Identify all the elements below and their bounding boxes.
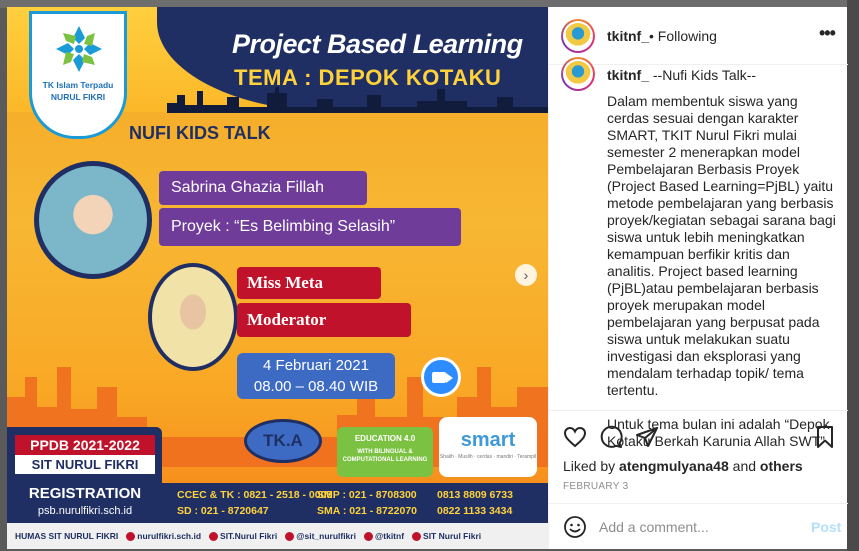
footer-youtube: SIT Nurul Fikri [412,531,481,541]
post-comment-button[interactable]: Post [811,519,842,535]
comment-input[interactable] [599,513,799,541]
post-sidebar [548,7,847,549]
footer-website: nurulfikri.sch.id [126,531,201,541]
logo-text-line2: NURUL FIKRI [50,92,106,102]
event-time: 08.00 – 08.40 WIB [253,378,379,395]
caption-avatar[interactable] [561,57,595,91]
emoji-icon[interactable] [563,515,587,539]
image-footer [7,523,548,549]
education-badge [337,427,433,477]
event-date: 4 Februari 2021 [263,357,369,374]
facebook-icon [209,532,218,541]
following-status[interactable]: • Following [649,28,717,44]
backdrop-strip-right [847,0,859,551]
image-theme: TEMA : DEPOK KOTAKU [234,65,502,90]
liked-by-others[interactable]: others [759,458,803,474]
caption-first-line: --Nufi Kids Talk-- [652,67,757,83]
contact-sma: SMA : 021 - 8722070 [317,505,418,517]
header-username[interactable]: tkitnf_ [607,28,649,44]
project-box: Proyek : “Es Belimbing Selasih” [159,208,461,246]
share-icon[interactable] [635,425,659,449]
student-name-box: Sabrina Ghazia Fillah [159,171,367,205]
heart-icon[interactable] [563,425,587,449]
footer-facebook: SIT.Nurul Fikri [209,531,277,541]
zoom-camera-icon [421,357,461,397]
contact-sd: SD : 021 - 8720647 [177,505,269,517]
comment-bar [549,503,848,549]
contact-phone-1: 0813 8809 6733 [437,489,513,501]
ppdb-site: psb.nurulfikri.sch.id [37,505,133,517]
post-date[interactable]: FEBRUARY 3 [563,481,629,492]
flower-logo-icon [54,24,104,74]
moderator-name-box: Miss Meta [237,267,381,299]
footer-humas: HUMAS SIT NURUL FIKRI [15,531,119,541]
post-header [549,7,848,65]
caption-area [549,65,848,449]
ppdb-registration: REGISTRATION [28,485,142,502]
student-photo [34,161,152,279]
event-date-box [237,353,395,399]
image-title: Project Based Learning [232,29,523,59]
next-slide-button[interactable]: › [515,264,537,286]
caption-username[interactable]: tkitnf_ [607,67,649,83]
globe-icon [126,532,135,541]
moderator-photo [148,263,238,371]
avatar[interactable] [561,19,595,53]
more-options-icon[interactable]: ••• [819,23,835,43]
bookmark-icon[interactable] [813,425,837,449]
contact-ccec: CCEC & TK : 0821 - 2518 - 0005 [177,489,333,501]
education-badge-sub: WITH BILINGUAL & COMPUTATIONAL LEARNING [342,449,428,463]
smart-logo-text: smart [460,429,516,451]
smart-logo [439,417,537,477]
contact-phone-2: 0822 1133 3434 [437,505,513,517]
caption-header [607,67,756,83]
footer-instagram-sit: @sit_nurulfikri [285,531,356,541]
moderator-role-box: Moderator [237,303,411,337]
ppdb-years: PPDB 2021-2022 [15,435,155,455]
likes-summary: Liked by atengmulyana48 and others [563,458,803,474]
instagram-icon [364,532,373,541]
liked-by-user[interactable]: atengmulyana48 [619,458,729,474]
youtube-icon [412,532,421,541]
caption-body: Dalam membentuk siswa yang cerdas sesuai dengan karakter SMART, TKIT Nurul Fikri mulai semester 2 menerapkan model Pembelajaran Berbasis Proyek (Project Based Learning=PjBL) yaitu metode pembelajaran yang berbasis proyek/kegiatan sebagai sarana bagi siswa untuk lebih meningkatkan kemampuan berfikir kritis dan analitis. Project based learning (PjBL)atau pembelajaran berbasis proyek merupakan model pembelajaran yang berpusat pada siswa untuk melakukan suatu investigasi dan eksplorasi yang mendalam terhadap topik/ tema tertentu. Untuk tema bulan ini adalah “Depok Kotaku Berkah Karunia Allah SWT” [607,93,836,449]
comment-icon[interactable] [599,425,623,449]
instagram-icon [285,532,294,541]
logo-text-line1: TK Islam Terpadu [42,80,114,90]
smart-tagline: Shalih · Muslih · cerdas · mandiri · Terampil [439,454,537,460]
class-badge: TK.A [244,419,322,463]
ppdb-school: SIT NURUL FIKRI [15,455,155,474]
post-image[interactable] [7,7,548,549]
school-logo [29,11,127,139]
image-section-title: NUFI KIDS TALK [129,123,271,143]
footer-instagram-tk: @tkitnf [364,531,404,541]
education-badge-title: EDUCATION 4.0 [354,434,416,443]
contact-smp: SMP : 021 - 8708300 [317,489,417,501]
